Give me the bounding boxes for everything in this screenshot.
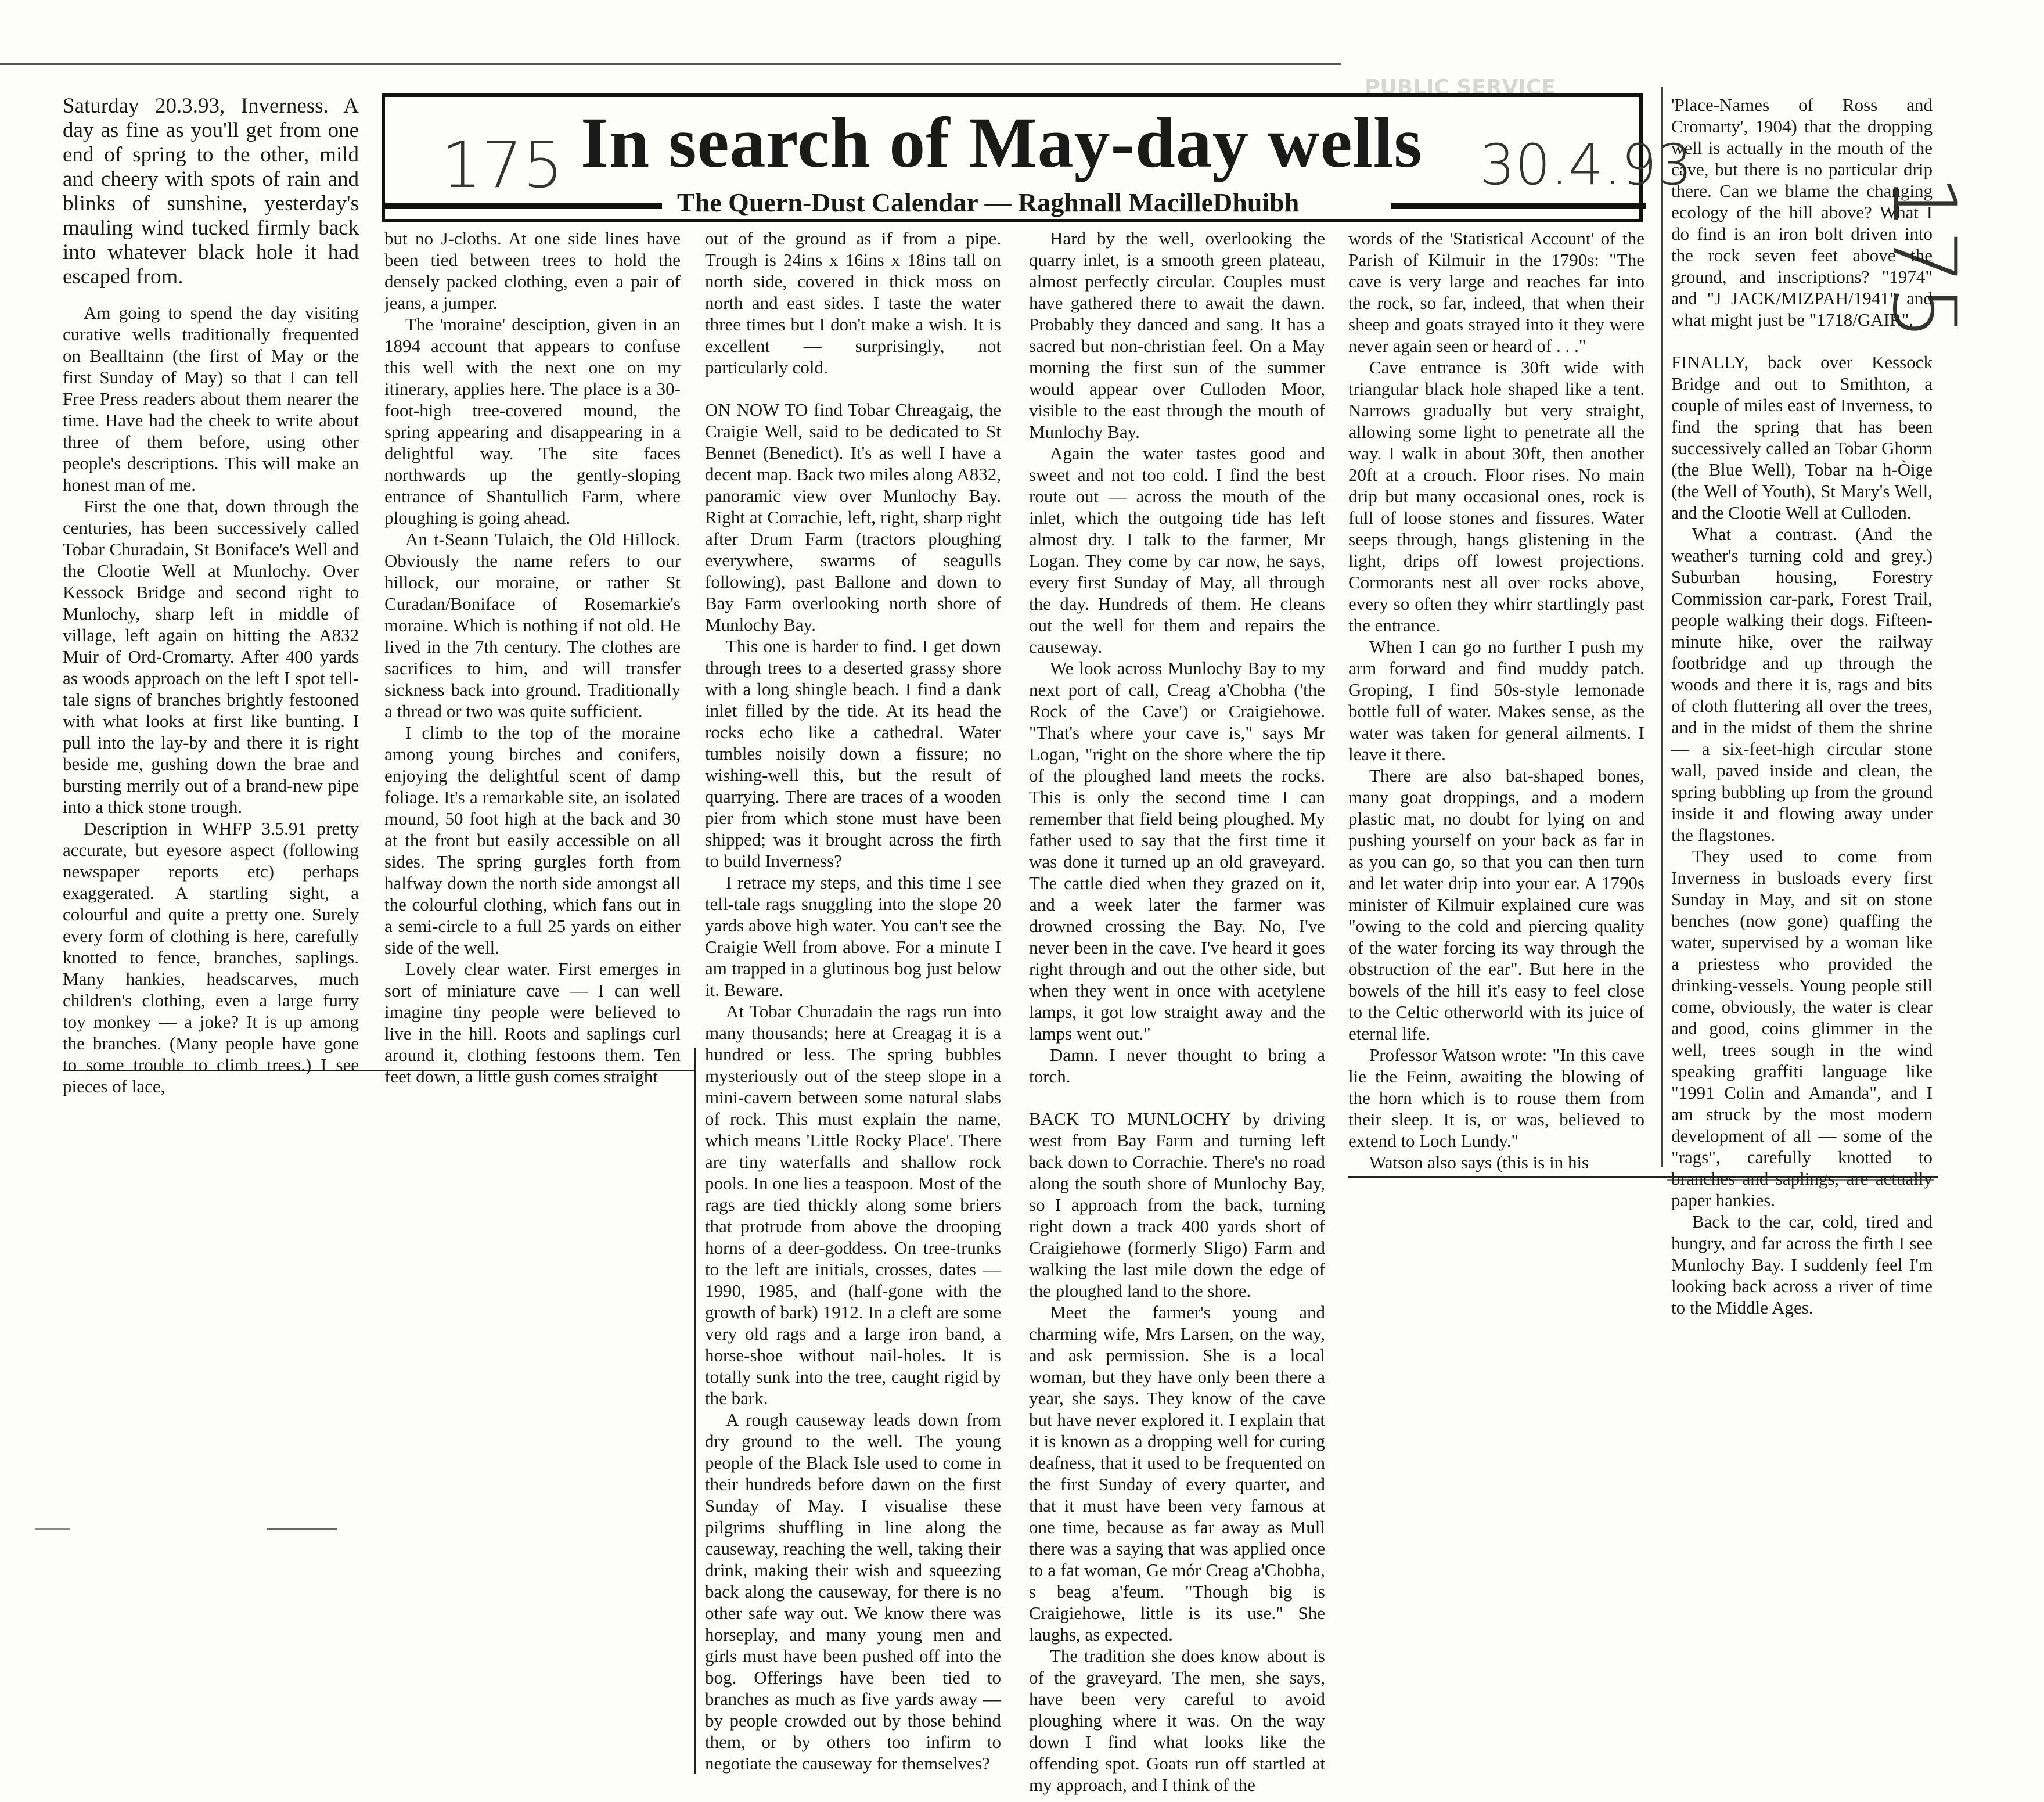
paragraph: Cave entrance is 30ft wide with triangular black hole shaped like a tent. Narrows gradually but very straight, allowing some light to penetrate all the way. I walk in about 30ft, then another 20ft at a crouch. Floor rises. No main drip but many occasional ones, rock is full of loose stones and fissures. Water seeps through, hangs glistening in the light, drips off lowest projections. Cormorants nest all over rocks above, every so often they whirr startlingly past the entrance. bbox=[1348, 357, 1644, 635]
paragraph: but no J-cloths. At one side lines have been tied between trees to hold the densely packed clothing, even a pair of jeans, a jumper. bbox=[384, 228, 681, 313]
handwritten-date: 30.4.93 bbox=[1480, 132, 1693, 197]
paragraph: There are also bat-shaped bones, many goat droppings, and a modern plastic mat, no doubt for lying on and pushing yourself on your back as far in as you can go, so that you can then turn and let water drip into your ear. A 1790s minister of Kilmuir explained cure was "owing to the cold and piercing quality of the water forcing its way through the obstruction of the ear". But here in the bowels of the hill it's easy to feel close to the Celtic otherworld with its juice of eternal life. bbox=[1348, 765, 1644, 1044]
paragraph: words of the 'Statistical Account' of the Parish of Kilmuir in the 1790s: "The cave is very large and reaches far into the rock, so far, indeed, that when their sheep and goats strayed into it they were never again seen or heard of . . ." bbox=[1348, 228, 1644, 356]
paragraph: At Tobar Churadain the rags run into many thousands; here at Creagag it is a hundred or less. The spring bubbles mysteriously out of the steep slope in a mini-cavern between some natural slabs of rock. This must explain the name, which means 'Little Rocky Place'. There are tiny waterfalls and shallow rock pools. In one lies a teaspoon. Most of the rags are tied thickly along some briers that protrude from above the drooping horns of a deer-goddess. On tree-trunks to the left are initials, crosses, dates — 1990, 1985, and (half-gone with the growth of bark) 1912. In a cleft are some very old rags and a large iron band, a horse-shoe without nail-holes. It is totally sunk into the tree, caught rigid by the bark. bbox=[705, 1001, 1001, 1408]
col3-side-rule bbox=[694, 1048, 696, 1774]
column-3 bbox=[705, 228, 1001, 1772]
column-1 bbox=[63, 94, 359, 1096]
paragraph: Am going to spend the day visiting curative wells traditionally frequented on Bealltainn (the first of May or the first Sunday of May) so that I can tell Free Press readers about them nearer the time. Have had the cheek to write about three of them before, using other people's descriptions. This will make an honest man of me. bbox=[63, 303, 359, 495]
margin-page-number: 175 bbox=[1873, 174, 1974, 341]
paragraph: They used to come from Inverness in busloads every first Sunday in May, and sit on stone benches (now gone) quaffing the water, supervised by a woman like a priestess who provided the drinking-vessels. Young people still come, obviously, the water is clear and good, coins glimmer in the well, trees sough in the wind speaking graffiti language like "1991 Colin and Amanda", and I am struck by the most modern development of all — some of the "rags", carefully knotted to branches and saplings, are actually paper hankies. bbox=[1671, 846, 1933, 1210]
paragraph: We look across Munlochy Bay to my next port of call, Creag a'Chobha ('the Rock of the Cave') or Craigiehowe. "That's where your cave is," says Mr Logan, "right on the shore where the tip of the ploughed land meets the rocks. This is only the second time I can remember that field being ploughed. My father used to say that the first time it was done it turned up an old graveyard. The cattle died when they grazed on it, and a week later the farmer was drowned crossing the Bay. No, I've never been in the cave. I've heard it goes right through and out the other side, but when they went in once with acetylene lamps, it got low straight away and the lamps went out." bbox=[1029, 658, 1325, 1044]
paragraph: Description in WHFP 3.5.91 pretty accurate, but eyesore aspect (following newspaper reports etc) perhaps exaggerated. A startling sight, a colourful and quite a pretty one. Surely every form of clothing is here, carefully knotted to fence, branches, saplings. Many hankies, headscarves, much children's clothing, even a large furry toy monkey — a joke? It is up among the branches. (Many people have gone to some trouble to climb trees.) I see pieces of lace, bbox=[63, 818, 359, 1096]
article-subtitle: The Quern-Dust Calendar — Raghnall MacilleDhuibh bbox=[667, 187, 1309, 218]
section-paragraph: ON NOW TO find Tobar Chreagaig, the Craigie Well, said to be dedicated to St Bennet (Benedict). It's as well I have a decent map. Back two miles along A832, panoramic view over Munlochy Bay. Right at Corrachie, left, right, sharp right after Drum Farm (tractors ploughing everywhere, swarms of seagulls following), past Ballone and down to Bay Farm overlooking north shore of Munlochy Bay. bbox=[705, 400, 1001, 635]
paragraph: Professor Watson wrote: "In this cave lie the Feinn, awaiting the blowing of the horn which is to rouse them from their sleep. It is, or was, believed to extend to Loch Lundy." bbox=[1348, 1045, 1644, 1151]
paragraph: First the one that, down through the centuries, has been successively called Tobar Churadain, St Boniface's Well and the Clootie Well at Munlochy. Over Kessock Bridge and second right to Munlochy, sharp left in middle of village, left again on hitting the A832 Muir of Ord-Cromarty. After 400 yards as woods approach on the left I spot tell-tale signs of branches brightly festooned with what looks at first like bunting. I pull into the lay-by and there it is right beside me, gushing down the brae and bursting merrily out of a brand-new pipe into a thick stone trough. bbox=[63, 496, 359, 817]
bleed-through-stamp: PUBLIC SERVICE bbox=[1365, 75, 1556, 99]
top-rule bbox=[0, 63, 1341, 65]
paragraph: Lovely clear water. First emerges in sort of miniature cave — I can well imagine tiny people were believed to live in the hill. Roots and saplings curl around it, clothing festoons them. Ten feet down, a little gush comes straight bbox=[384, 959, 681, 1087]
paragraph: Hard by the well, overlooking the quarry inlet, is a smooth green plateau, almost perfectly circular. Couples must have gathered there to await the dawn. Probably they danced and sang. It has a sacred but non-christian feel. On a May morning the first sun of the summer would appear over Culloden Moor, visible to the east through the mouth of Munlochy Bay. bbox=[1029, 228, 1325, 442]
column-5 bbox=[1348, 228, 1644, 1172]
column-2 bbox=[384, 228, 681, 1087]
paragraph: What a contrast. (And the weather's turning cold and grey.) Suburban housing, Forestry Commission car-park, Forest Trail, people walking their dogs. Fifteen-minute hike, over the railway footbridge and up through the woods and there it is, rags and bits of cloth fluttering all over the trees, and in the midst of them the shrine — a six-feet-high circular stone wall, paved inside and clean, the spring bubbling up from the ground inside it and flowing away under the flagstones. bbox=[1671, 524, 1933, 845]
stray-mark-1 bbox=[267, 1528, 337, 1530]
paragraph: A rough causeway leads down from dry ground to the well. The young people of the Black Isle used to come in their hundreds before dawn on the first Sunday of May. I visualise these pilgrims shuffling in line along the causeway, reaching the well, taking their drink, making their wish and squeezing back along the causeway, for there is no other safe way out. We know there was horseplay, and many young men and girls must have been pushed off into the bog. Offerings have been tied to branches as much as five yards away — by people crowded out by those behind them, or by others too infirm to negotiate the causeway for themselves? bbox=[705, 1409, 1001, 1774]
paragraph: I retrace my steps, and this time I see tell-tale rags snuggling into the slope 20 yards above high water. You can't see the Craigie Well from above. For a minute I am trapped in a glutinous bog just below it. Beware. bbox=[705, 872, 1001, 1000]
subtitle-rule-right bbox=[1391, 203, 1646, 209]
column-6 bbox=[1671, 94, 1933, 1318]
paragraph: Damn. I never thought to bring a torch. bbox=[1029, 1045, 1325, 1087]
section-paragraph: FINALLY, back over Kessock Bridge and out to Smithton, a couple of miles east of Inverness, to find the spring that has been successively called an Tobar Ghorm (the Blue Well), Tobar na h-Òige (the Well of Youth), St Mary's Well, and the Clootie Well at Culloden. bbox=[1671, 352, 1933, 523]
paragraph: When I can go no further I push my arm forward and find muddy patch. Groping, I find 50s-style lemonade bottle full of water. Makes sense, as the water was taken for general ailments. I leave it there. bbox=[1348, 636, 1644, 764]
paragraph: out of the ground as if from a pipe. Trough is 24ins x 16ins x 18ins tall on north side, covered in thick moss on north and east sides. I taste the water three times but I don't make a wish. It is excellent — surprisingly, not particularly cold. bbox=[705, 228, 1001, 377]
paragraph: An t-Seann Tulaich, the Old Hillock. Obviously the name refers to our hillock, our moraine, or rather St Curadan/Boniface of Rosemarkie's moraine. Which is nothing if not old. He lived in the 7th century. The clothes are sacrifices to him, and will transfer sickness back into ground. Traditionally a thread or two was quite sufficient. bbox=[384, 529, 681, 721]
paragraph: The tradition she does know about is of the graveyard. The men, she says, have been very careful to avoid ploughing where it was. On the way down I find what looks like the offending spot. Goats run off startled at my approach, and I think of the bbox=[1029, 1646, 1325, 1795]
subtitle-rule-left bbox=[383, 203, 662, 209]
paragraph: Watson also says (this is in his bbox=[1369, 1152, 1589, 1172]
paragraph: 'Place-Names of Ross and Cromarty', 1904) that the dropping well is actually in the mouth of the cave, but there is no particular drip there. Can we blame the changing ecology of the hill above? What I do find is an iron bolt driven into the rock seven feet above the ground, and inscriptions? "1974" and "J JACK/MIZPAH/1941" and what might just be "1718/GAIR". bbox=[1671, 95, 1933, 330]
column-4 bbox=[1029, 228, 1325, 1795]
paragraph: This one is harder to find. I get down through trees to a deserted grassy shore with a long shingle beach. I find a dank inlet filled by the tide. At its head the rocks echo like a cathedral. Water tumbles noisily down a fissure; no wishing-well this, but the result of quarrying. There are traces of a wooden pier from which stone must have been shipped; was it brought across the firth to build Inverness? bbox=[705, 636, 1001, 871]
paragraph: I climb to the top of the moraine among young birches and conifers, enjoying the delightful scent of damp foliage. It's a remarkable site, an isolated mound, 50 foot high at the back and 30 at the front but easily accessible on all sides. The spring gurgles forth from halfway down the north side amongst all the colourful clothing, which fans out in a semi-circle to a full 25 yards on either side of the well. bbox=[384, 722, 681, 958]
stray-mark-2 bbox=[35, 1528, 70, 1530]
article-title: In search of May-day wells bbox=[581, 103, 1423, 182]
section-paragraph: BACK TO MUNLOCHY by driving west from Bay Farm and turning left back down to Corrachie. There's no road along the south shore of Munlochy Bay, so I approach from the back, turning right down a track 400 yards short of Craigiehowe (formerly Sligo) Farm and walking the last mile down the edge of the ploughed land to the shore. bbox=[1029, 1109, 1325, 1301]
col-divider-right bbox=[1661, 87, 1663, 1167]
handwritten-page-number: 175 bbox=[441, 128, 563, 202]
intro-paragraph: Saturday 20.3.93, Inverness. A day as fine as you'll get from one end of spring to the other, mild and cheery with spots of rain and blinks of sunshine, yesterday's mauling wind tucked firmly back into whatever black hole it had escaped from. bbox=[63, 94, 359, 289]
paragraph: Back to the car, cold, tired and hungry, and far across the firth I see Munlochy Bay. I suddenly feel I'm looking back across a river of time to the Middle Ages. bbox=[1671, 1211, 1933, 1318]
paragraph: The 'moraine' desciption, given in an 1894 account that appears to confuse this well with the next one on my itinerary, applies here. The place is a 30-foot-high tree-covered mound, the spring appearing and disappearing in a delightful way. The site faces northwards up the gently-sloping entrance of Shantullich Farm, where ploughing is going ahead. bbox=[384, 314, 681, 528]
paragraph: Again the water tastes good and sweet and not too cold. I find the best route out — across the mouth of the inlet, which the outgoing tide has left almost dry. I talk to the farmer, Mr Logan. They come by car now, he says, every first Sunday of May, all through the day. Hundreds of them. He cleans out the well for them and repairs the causeway. bbox=[1029, 443, 1325, 657]
paragraph: Meet the farmer's young and charming wife, Mrs Larsen, on the way, and ask permission. She is a local woman, but they have only been there a year, she says. They know of the cave but have never explored it. I explain that it is known as a dropping well for curing deafness, that it used to be frequented on the first Sunday of every quarter, and that it must have been very famous at one time, because as far away as Mull there was a saying that was applied once to a fat woman, Ge mór Creag a'Chobha, s beag a'feum. "Though big is Craigiehowe, little is its use." She laughs, as expected. bbox=[1029, 1302, 1325, 1645]
